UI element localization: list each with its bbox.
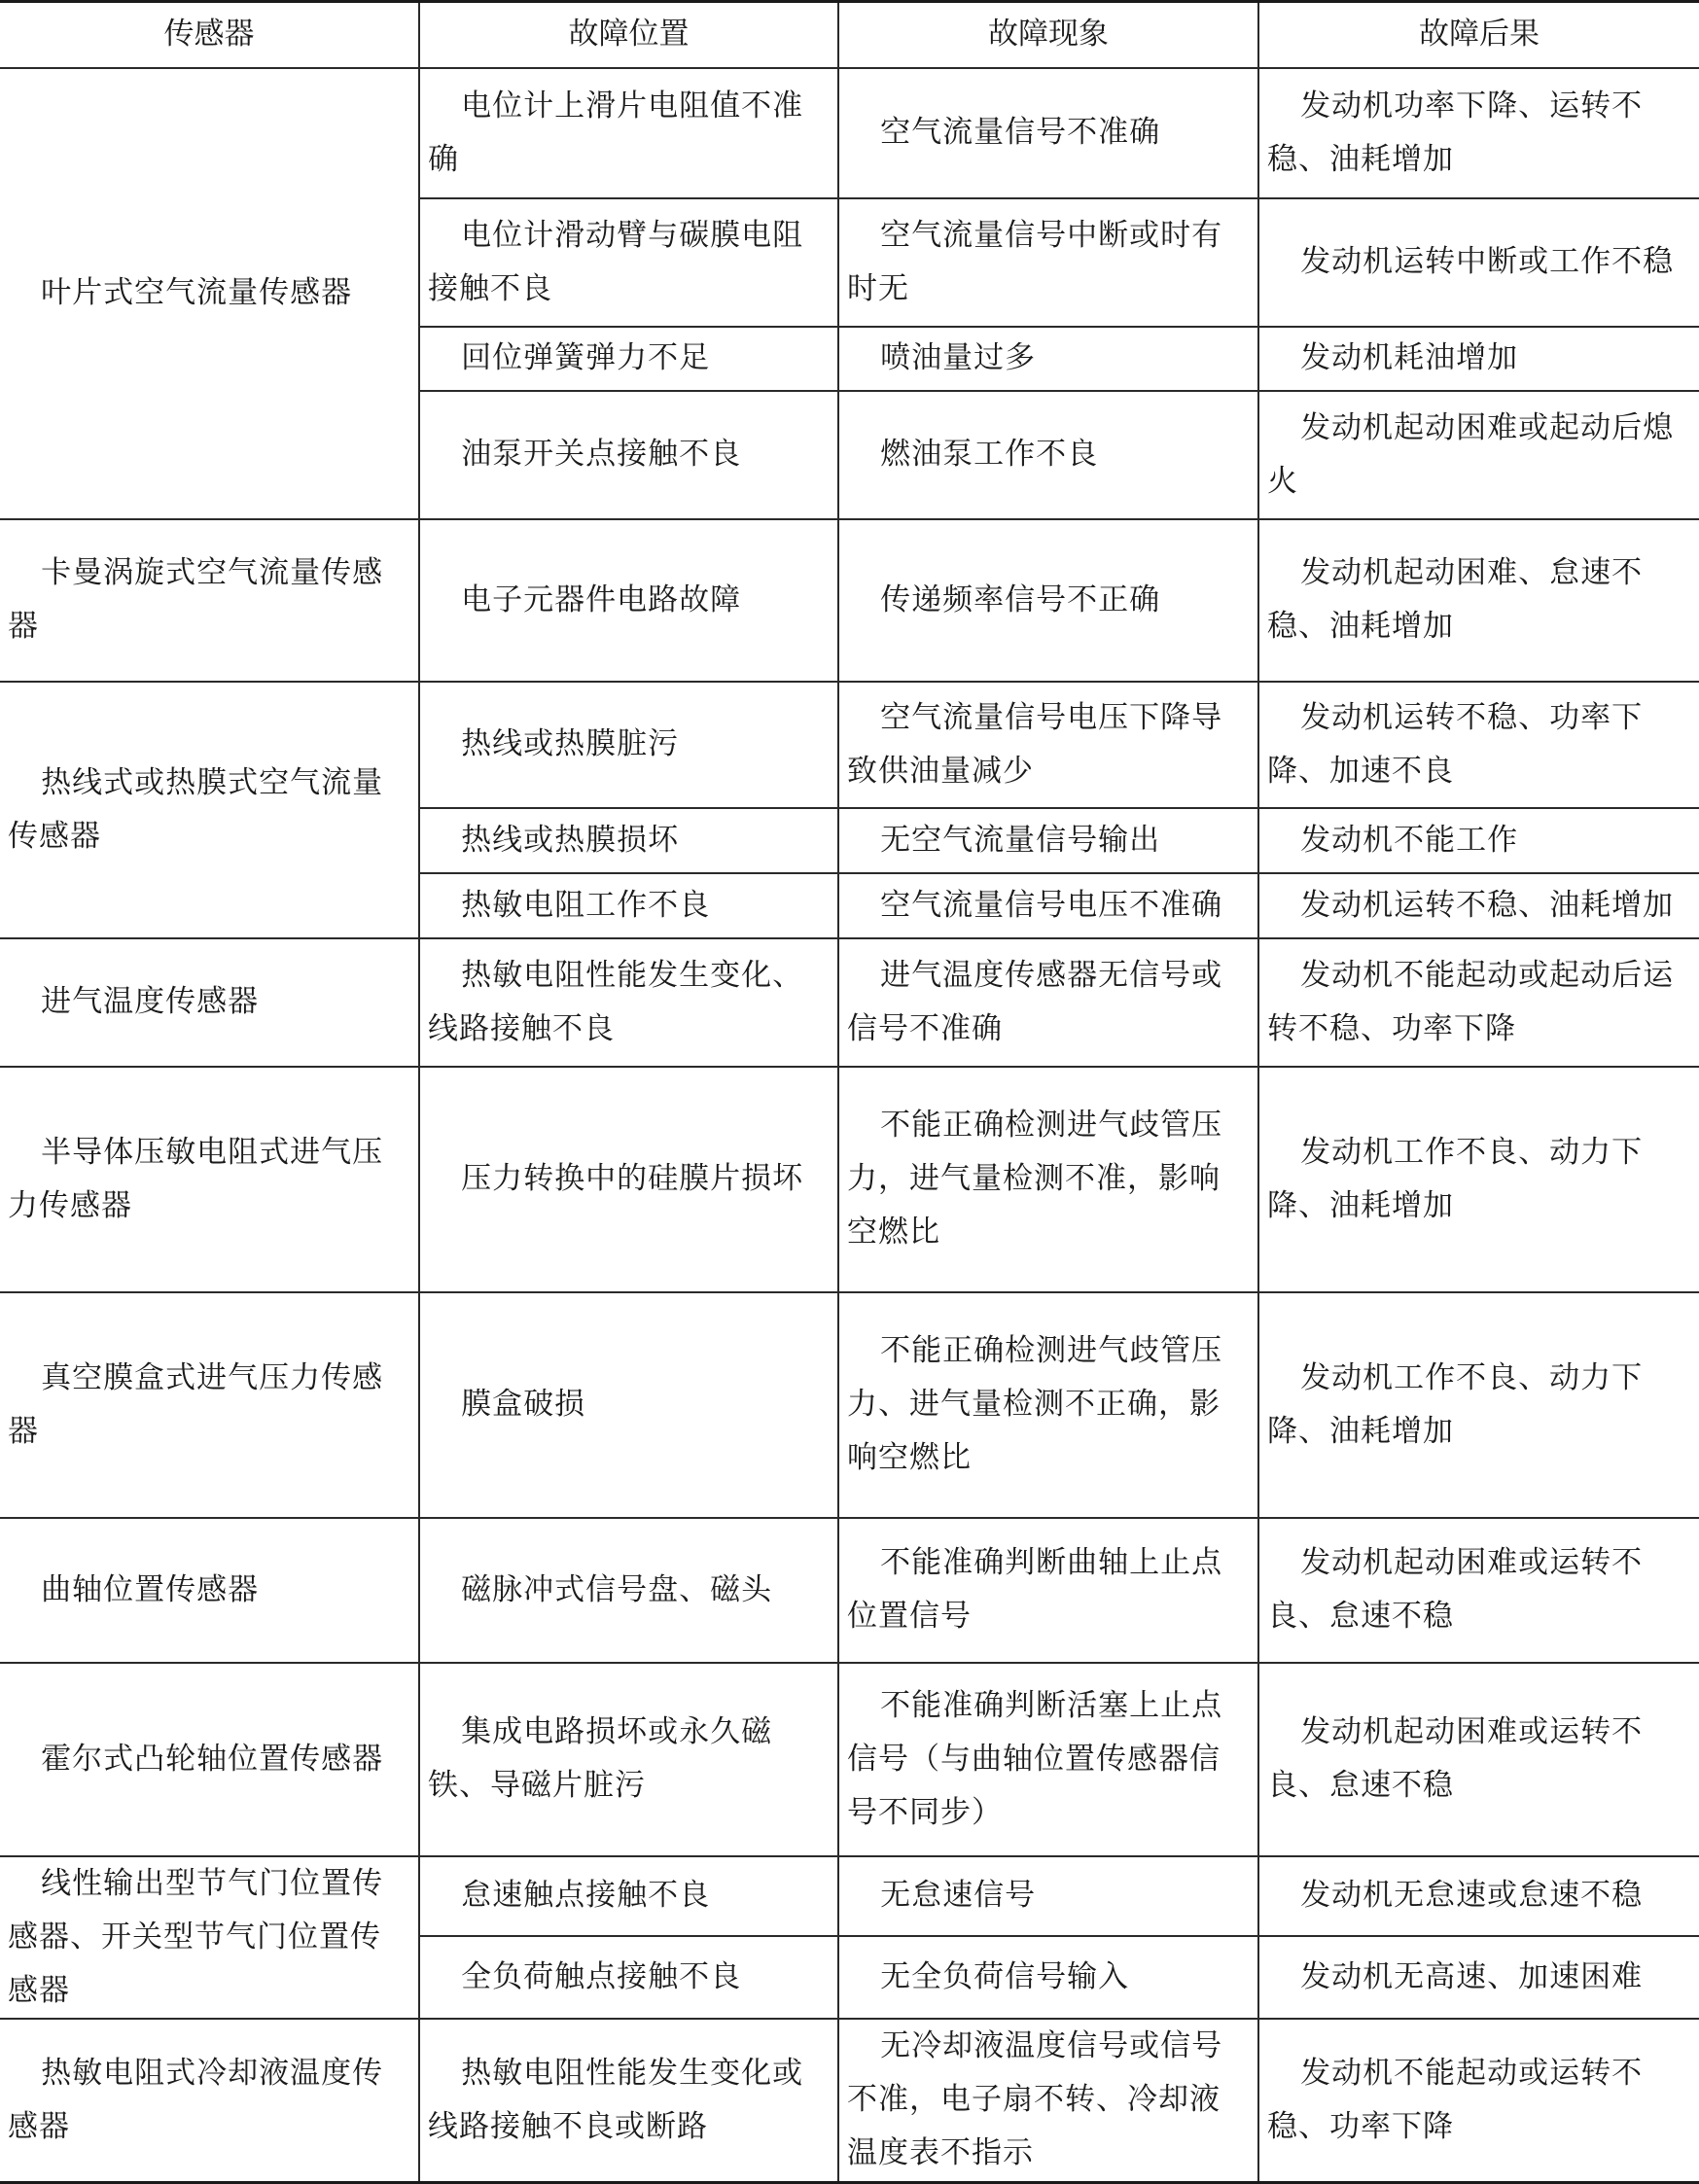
symptom-cell: 喷油量过多 bbox=[838, 327, 1258, 391]
symptom-cell: 不能正确检测进气歧管压力，进气量检测不准，影响空燃比 bbox=[838, 1067, 1258, 1292]
consequence-cell: 发动机不能起动或运转不稳、功率下降 bbox=[1258, 2019, 1699, 2183]
location-cell: 集成电路损坏或永久磁铁、导磁片脏污 bbox=[419, 1663, 838, 1856]
consequence-cell: 发动机无高速、加速困难 bbox=[1258, 1936, 1699, 2018]
consequence-cell: 发动机功率下降、运转不稳、油耗增加 bbox=[1258, 68, 1699, 198]
consequence-cell: 发动机无怠速或怠速不稳 bbox=[1258, 1856, 1699, 1937]
sensor-cell: 真空膜盒式进气压力传感器 bbox=[0, 1292, 419, 1518]
symptom-cell: 不能正确检测进气歧管压力、进气量检测不正确，影响空燃比 bbox=[838, 1292, 1258, 1518]
consequence-cell: 发动机运转不稳、油耗增加 bbox=[1258, 873, 1699, 938]
sensor-cell: 热敏电阻式冷却液温度传感器 bbox=[0, 2019, 419, 2183]
symptom-cell: 无全负荷信号输入 bbox=[838, 1936, 1258, 2018]
header-sensor: 传感器 bbox=[0, 2, 419, 68]
sensor-cell: 热线式或热膜式空气流量传感器 bbox=[0, 682, 419, 938]
location-cell: 全负荷触点接触不良 bbox=[419, 1936, 838, 2018]
consequence-cell: 发动机不能工作 bbox=[1258, 808, 1699, 873]
consequence-cell: 发动机起动困难或运转不良、怠速不稳 bbox=[1258, 1518, 1699, 1663]
consequence-cell: 发动机耗油增加 bbox=[1258, 327, 1699, 391]
symptom-cell: 空气流量信号不准确 bbox=[838, 68, 1258, 198]
consequence-cell: 发动机起动困难或起动后熄火 bbox=[1258, 391, 1699, 519]
table-row bbox=[0, 1518, 1699, 1663]
location-cell: 热线或热膜脏污 bbox=[419, 682, 838, 808]
table-row bbox=[0, 682, 1699, 808]
location-cell: 电位计上滑片电阻值不准确 bbox=[419, 68, 838, 198]
location-cell: 怠速触点接触不良 bbox=[419, 1856, 838, 1937]
symptom-cell: 无怠速信号 bbox=[838, 1856, 1258, 1937]
location-cell: 电位计滑动臂与碳膜电阻接触不良 bbox=[419, 198, 838, 327]
consequence-cell: 发动机工作不良、动力下降、油耗增加 bbox=[1258, 1292, 1699, 1518]
symptom-cell: 空气流量信号电压下降导致供油量减少 bbox=[838, 682, 1258, 808]
location-cell: 磁脉冲式信号盘、磁头 bbox=[419, 1518, 838, 1663]
consequence-cell: 发动机起动困难或运转不良、怠速不稳 bbox=[1258, 1663, 1699, 1856]
location-cell: 热线或热膜损坏 bbox=[419, 808, 838, 873]
table-row bbox=[0, 1292, 1699, 1518]
symptom-cell: 不能准确判断活塞上止点信号（与曲轴位置传感器信号不同步） bbox=[838, 1663, 1258, 1856]
header-fault-location: 故障位置 bbox=[419, 2, 838, 68]
consequence-cell: 发动机运转不稳、功率下降、加速不良 bbox=[1258, 682, 1699, 808]
location-cell: 热敏电阻工作不良 bbox=[419, 873, 838, 938]
sensor-cell: 进气温度传感器 bbox=[0, 938, 419, 1067]
consequence-cell: 发动机不能起动或起动后运转不稳、功率下降 bbox=[1258, 938, 1699, 1067]
symptom-cell: 无冷却液温度信号或信号不准，电子扇不转、冷却液温度表不指示 bbox=[838, 2019, 1258, 2183]
table-row bbox=[0, 68, 1699, 198]
consequence-cell: 发动机起动困难、怠速不稳、油耗增加 bbox=[1258, 519, 1699, 682]
sensor-cell: 叶片式空气流量传感器 bbox=[0, 68, 419, 519]
sensor-cell: 霍尔式凸轮轴位置传感器 bbox=[0, 1663, 419, 1856]
location-cell: 回位弹簧弹力不足 bbox=[419, 327, 838, 391]
location-cell: 热敏电阻性能发生变化、线路接触不良 bbox=[419, 938, 838, 1067]
location-cell: 电子元器件电路故障 bbox=[419, 519, 838, 682]
table-row bbox=[0, 519, 1699, 682]
location-cell: 膜盒破损 bbox=[419, 1292, 838, 1518]
sensor-cell: 卡曼涡旋式空气流量传感器 bbox=[0, 519, 419, 682]
consequence-cell: 发动机工作不良、动力下降、油耗增加 bbox=[1258, 1067, 1699, 1292]
consequence-cell: 发动机运转中断或工作不稳 bbox=[1258, 198, 1699, 327]
symptom-cell: 空气流量信号中断或时有时无 bbox=[838, 198, 1258, 327]
sensor-cell: 半导体压敏电阻式进气压力传感器 bbox=[0, 1067, 419, 1292]
table-row bbox=[0, 1856, 1699, 1937]
symptom-cell: 无空气流量信号输出 bbox=[838, 808, 1258, 873]
table-header-row bbox=[0, 2, 1699, 68]
sensor-cell: 曲轴位置传感器 bbox=[0, 1518, 419, 1663]
symptom-cell: 空气流量信号电压不准确 bbox=[838, 873, 1258, 938]
sensor-cell: 线性输出型节气门位置传感器、开关型节气门位置传感器 bbox=[0, 1856, 419, 2019]
header-fault-symptom: 故障现象 bbox=[838, 2, 1258, 68]
table-row bbox=[0, 2019, 1699, 2183]
table-row bbox=[0, 938, 1699, 1067]
symptom-cell: 进气温度传感器无信号或信号不准确 bbox=[838, 938, 1258, 1067]
location-cell: 压力转换中的硅膜片损坏 bbox=[419, 1067, 838, 1292]
table-row bbox=[0, 1067, 1699, 1292]
location-cell: 油泵开关点接触不良 bbox=[419, 391, 838, 519]
header-fault-consequence: 故障后果 bbox=[1258, 2, 1699, 68]
symptom-cell: 燃油泵工作不良 bbox=[838, 391, 1258, 519]
symptom-cell: 传递频率信号不正确 bbox=[838, 519, 1258, 682]
symptom-cell: 不能准确判断曲轴上止点位置信号 bbox=[838, 1518, 1258, 1663]
table-row bbox=[0, 1663, 1699, 1856]
location-cell: 热敏电阻性能发生变化或线路接触不良或断路 bbox=[419, 2019, 838, 2183]
